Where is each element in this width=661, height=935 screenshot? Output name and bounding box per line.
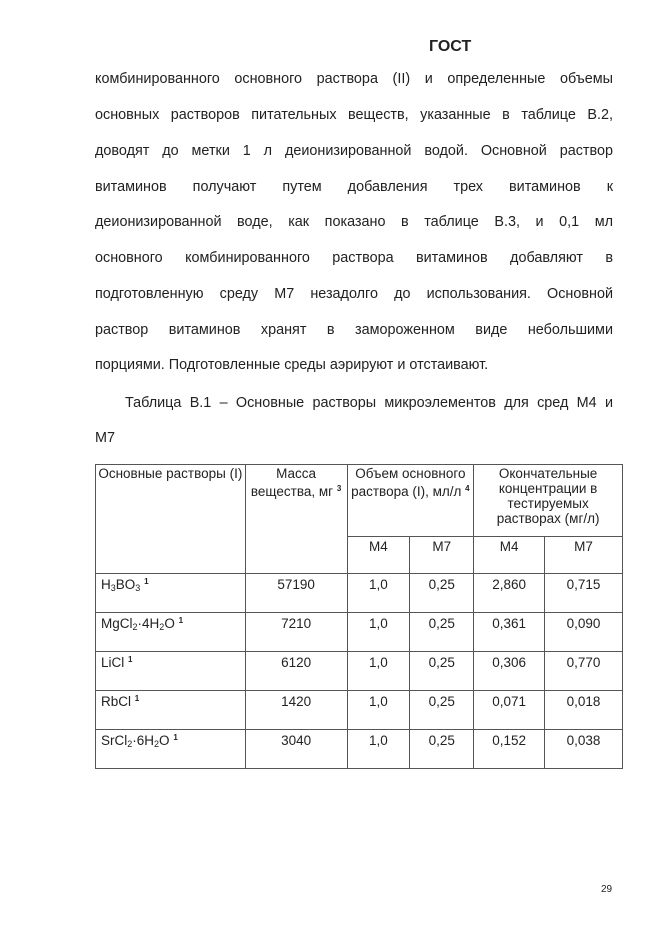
volume-m7-value: 0,25 [410,691,474,730]
concentration-m4-value: 0,152 [474,730,545,769]
subheader-m4: М4 [347,537,410,574]
paragraph-line: раствор витаминов хранят в замороженном виде небольшими [95,322,613,338]
volume-m7-value: 0,25 [410,652,474,691]
table-caption-continued: М7 [95,430,115,446]
paragraph-line: порциями. Подготовленные среды аэрируют и отстаивают. [95,357,489,373]
table-row [96,691,623,730]
concentration-m4-value: 0,306 [474,652,545,691]
paragraph-line: основных растворов питательных веществ, указанные в таблице В.2, [95,107,613,123]
concentration-m7-value: 0,770 [545,652,623,691]
mass-value: 6120 [245,652,347,691]
header-final-concentration: Окончательные концентрации в тестируемых растворах (мг/л) [474,465,623,537]
table-row [96,613,623,652]
volume-m4-value: 1,0 [347,574,410,613]
paragraph-line: доводят до метки 1 л деионизированной водой. Основной раствор [95,143,613,159]
page-header: ГОСТ [429,38,472,55]
concentration-m7-value: 0,090 [545,613,623,652]
volume-m7-value: 0,25 [410,730,474,769]
paragraph-line: основного комбинированного раствора витаминов добавляют в [95,250,613,266]
table-row [96,652,623,691]
concentration-m4-value: 0,361 [474,613,545,652]
subheader-m4: М4 [474,537,545,574]
mass-value: 7210 [245,613,347,652]
volume-m7-value: 0,25 [410,613,474,652]
paragraph-line: деионизированной воде, как показано в таблице В.3, и 0,1 мл [95,214,613,230]
table-row [96,574,623,613]
compound-name: SrCl2·6H2O $^1$ [96,730,246,769]
concentration-m4-value: 0,071 [474,691,545,730]
paragraph-line: витаминов получают путем добавления трех витаминов к [95,179,613,195]
compound-name: RbCl $^1$ [96,691,246,730]
concentration-m4-value: 2,860 [474,574,545,613]
concentration-m7-value: 0,038 [545,730,623,769]
mass-value: 57190 [245,574,347,613]
compound-name: LiCl $^1$ [96,652,246,691]
page-number: 29 [601,884,613,895]
subheader-m7: М7 [545,537,623,574]
table-caption: Таблица В.1 – Основные растворы микроэлементов для сред М4 и [125,395,613,411]
compound-name: H3BO3 $^1$ [96,574,246,613]
subheader-m7: М7 [410,537,474,574]
volume-m7-value: 0,25 [410,574,474,613]
volume-m4-value: 1,0 [347,730,410,769]
paragraph-line: комбинированного основного раствора (II) и определенные объемы [95,71,613,87]
table-row [96,730,623,769]
compound-name: MgCl2·4H2O $^1$ [96,613,246,652]
concentration-m7-value: 0,018 [545,691,623,730]
volume-m4-value: 1,0 [347,613,410,652]
volume-m4-value: 1,0 [347,691,410,730]
volume-m4-value: 1,0 [347,652,410,691]
header-volume: Объем основного раствора (I), мл/л $^4$ [347,465,474,537]
header-mass: Масса вещества, мг $^3$ [245,465,347,574]
mass-value: 3040 [245,730,347,769]
mass-value: 1420 [245,691,347,730]
paragraph-line: подготовленную среду М7 незадолго до использования. Основной [95,286,613,302]
header-stock-solutions: Основные растворы (I) [96,465,246,574]
concentration-m7-value: 0,715 [545,574,623,613]
micronutrient-table [95,464,623,769]
